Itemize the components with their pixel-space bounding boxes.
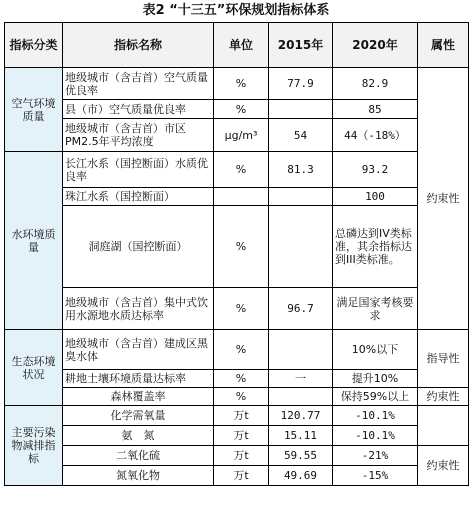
row-unit: %	[214, 330, 269, 370]
row-unit: 万t	[214, 466, 269, 486]
row-2020: -21%	[333, 446, 418, 466]
category-air: 空气环境质量	[5, 68, 63, 152]
row-2015	[269, 188, 333, 206]
row-unit: %	[214, 100, 269, 119]
attribute-binding: 约束性	[418, 68, 469, 330]
table-row	[5, 206, 469, 288]
table-row	[5, 446, 469, 466]
attribute-guiding: 指导性	[418, 330, 469, 388]
row-unit: %	[214, 388, 269, 406]
header-category: 指标分类	[5, 23, 63, 68]
row-name: 二氧化硫	[63, 446, 214, 466]
table-row	[5, 466, 469, 486]
row-2015	[269, 206, 333, 288]
row-unit: %	[214, 370, 269, 388]
row-2020: -10.1%	[333, 406, 418, 426]
row-2015: 77.9	[269, 68, 333, 100]
row-2015	[269, 330, 333, 370]
row-2020: -10.1%	[333, 426, 418, 446]
category-eco: 生态环境状况	[5, 330, 63, 406]
row-2020: -15%	[333, 466, 418, 486]
attribute-binding-4	[418, 406, 469, 446]
table-row	[5, 388, 469, 406]
table-title: 表2 “十三五”环保规划指标体系	[142, 3, 330, 18]
row-name: 长江水系（国控断面）水质优良率	[63, 152, 214, 188]
row-2020: 提升10%	[333, 370, 418, 388]
row-2015: 120.77	[269, 406, 333, 426]
category-water: 水环境质量	[5, 152, 63, 330]
row-unit: %	[214, 68, 269, 100]
table-row	[5, 188, 469, 206]
header-row	[5, 23, 469, 68]
table-row	[5, 68, 469, 100]
table-row	[5, 288, 469, 330]
row-2015: 49.69	[269, 466, 333, 486]
header-name: 指标名称	[63, 23, 214, 68]
row-2020: 82.9	[333, 68, 418, 100]
header-attribute: 属性	[418, 23, 469, 68]
row-name: 氨 氮	[63, 426, 214, 446]
row-name: 耕地土壤环境质量达标率	[63, 370, 214, 388]
row-name: 地级城市（含吉首）空气质量优良率	[63, 68, 214, 100]
row-2020: 保持59%以上	[333, 388, 418, 406]
row-2020: 44（-18%）	[333, 119, 418, 152]
row-unit: 万t	[214, 446, 269, 466]
row-2015: 一	[269, 370, 333, 388]
row-2015: 54	[269, 119, 333, 152]
table-row	[5, 100, 469, 119]
row-unit: 万t	[214, 426, 269, 446]
row-name: 森林覆盖率	[63, 388, 214, 406]
row-2015: 59.55	[269, 446, 333, 466]
header-unit: 单位	[214, 23, 269, 68]
row-2020: 10%以下	[333, 330, 418, 370]
row-2020: 满足国家考核要求	[333, 288, 418, 330]
row-2020: 100	[333, 188, 418, 206]
row-2015: 15.11	[269, 426, 333, 446]
row-unit: %	[214, 152, 269, 188]
table-row	[5, 119, 469, 152]
row-name: 珠江水系（国控断面）	[63, 188, 214, 206]
row-unit: %	[214, 288, 269, 330]
row-name: 县（市）空气质量优良率	[63, 100, 214, 119]
row-unit: 万t	[214, 406, 269, 426]
attribute-binding-2: 约束性	[418, 388, 469, 406]
row-name: 氮氧化物	[63, 466, 214, 486]
table-row	[5, 152, 469, 188]
category-pollutant: 主要污染物减排指标	[5, 406, 63, 486]
table-row	[5, 426, 469, 446]
row-name: 洞庭湖（国控断面）	[63, 206, 214, 288]
row-name: 化学需氧量	[63, 406, 214, 426]
row-2015: 81.3	[269, 152, 333, 188]
indicator-table	[4, 22, 469, 486]
row-2020: 85	[333, 100, 418, 119]
table-row	[5, 406, 469, 426]
attribute-binding-3: 约束性	[418, 446, 469, 486]
row-unit: %	[214, 206, 269, 288]
row-2015: 96.7	[269, 288, 333, 330]
table-row	[5, 330, 469, 370]
row-name: 地级城市（含吉首）建成区黑臭水体	[63, 330, 214, 370]
header-2020: 2020年	[333, 23, 418, 68]
row-unit: μg/m³	[214, 119, 269, 152]
table-row	[5, 370, 469, 388]
row-2020: 总磷达到IV类标准，其余指标达到III类标准。	[333, 206, 418, 288]
header-2015: 2015年	[269, 23, 333, 68]
row-name: 地级城市（含吉首）集中式饮用水源地水质达标率	[63, 288, 214, 330]
row-2020: 93.2	[333, 152, 418, 188]
row-name: 地级城市（含吉首）市区PM2.5年平均浓度	[63, 119, 214, 152]
row-2015	[269, 100, 333, 119]
row-2015	[269, 388, 333, 406]
row-unit	[214, 188, 269, 206]
